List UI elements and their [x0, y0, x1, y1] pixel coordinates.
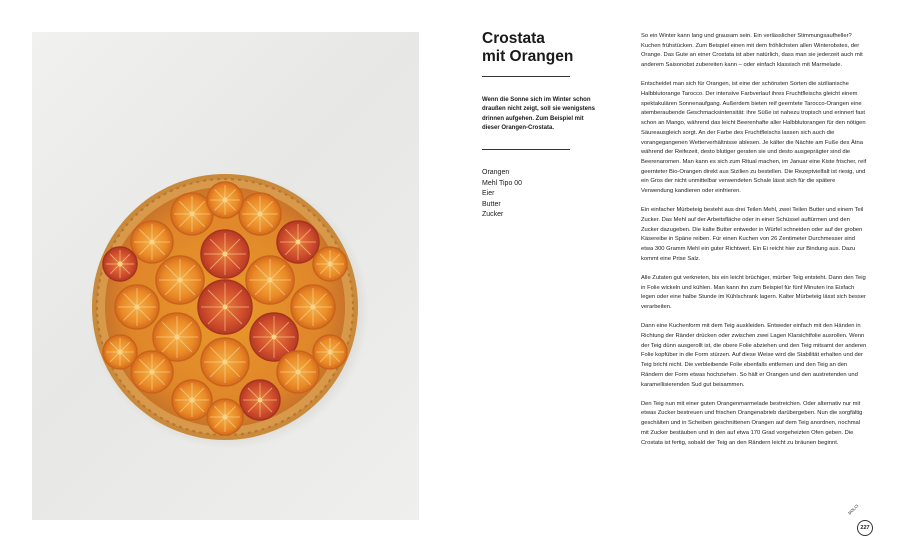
slice-center	[223, 252, 228, 257]
slice-center	[311, 305, 316, 310]
ingredient-item: Butter	[482, 200, 501, 208]
ingredient-item: Zucker	[482, 211, 504, 219]
intro-divider	[482, 149, 570, 150]
slice-center	[190, 398, 195, 403]
ingredient-item: Mehl Tipo 00	[482, 179, 523, 187]
title-line-1: Crostata	[482, 30, 545, 47]
slice-center	[223, 415, 228, 420]
slice-center	[223, 360, 228, 365]
body-paragraph: Alle Zutaten gut verkneten, bis ein leicht brüchiger, mürber Teig entsteht. Dann den Teig in Folie wickeln und kühlen. Man kann ihn zum Beispiel für fünf Minuten ins Eisfach legen oder eine halbe Stunde im Kühlschrank lagern. Kalter Mürbeteig lässt sich besser verarbeiten.	[641, 274, 866, 311]
slice-center	[328, 350, 333, 355]
recipe-body	[641, 32, 867, 458]
slice-center	[296, 370, 301, 375]
slice-center	[175, 335, 180, 340]
body-paragraph: Ein einfacher Mürbeteig besteht aus drei Teilen Mehl, zwei Teilen Butter und einem Teil Zucker. Das Mehl auf der Arbeitsfläche oder in einer Schüssel auftürmen und den Zucker dazugeben. Die kalte Butter entweder in Würfel schneiden oder auf der groben Käsereibe in Späne reiben. Für einen Kuchen von 26 Zentimeter Durchmesser sind etwa 300 Gramm Mehl ein guter Richtwert. Ein Ei reicht hier zur Bindung aus. Dazu kommt eine Prise Salz.	[641, 207, 864, 262]
crostata-illustration	[32, 32, 419, 520]
slice-center	[190, 212, 195, 217]
slice-center	[272, 335, 277, 340]
recipe-intro: Wenn die Sonne sich im Winter schon draußen nicht zeigt, soll sie wenigstens drinnen aufgehen. Zum Beispiel mit dieser Orangen-Crostata.	[482, 97, 596, 132]
slice-center	[150, 370, 155, 375]
body-paragraph: Dann eine Kuchenform mit dem Teig auskleiden. Entweder einfach mit den Händen in Richtung der Ränder drücken oder zwischen zwei Lagen Klarsichtfolie ausrollen. Wenn der Teig dünn ausgerollt ist, die obere Folie abziehen und den Teig mitsamt der anderen Folie kopfüber in die Form stürzen. Auf diese Weise wird die Stabilität erhalten und der Teig bricht nicht. Die verbleibende Folie ebenfalls entfernen und den Teig an den Rändern der Form etwas hochziehen. So hält er Orangen und den austretenden und karamellisierenden Sud gut beisammen.	[641, 323, 867, 388]
body-paragraph: So ein Winter kann lang und grausam sein. Ein verlässlicher Stimmungsaufheller? Kuchen frühstücken. Zum Beispiel einen mit dem fröhlichsten allen Winterobstes, der Orange. Das Gute an einer Crostata ist aber natürlich, dass man sie jederzeit auch mit anderem Saisonobst zubereiten kann – oder einfach klassisch mit Marmelade.	[641, 33, 863, 69]
slice-center	[135, 305, 140, 310]
ingredient-item: Eier	[482, 190, 495, 198]
ingredient-list	[482, 168, 582, 221]
page-number: 227	[857, 520, 873, 536]
recipe-title	[482, 30, 612, 66]
slice-center	[296, 240, 301, 245]
slice-center	[268, 278, 273, 283]
slice-center	[178, 278, 183, 283]
slice-center	[150, 240, 155, 245]
body-paragraph: Den Teig nun mit einer guten Orangenmarmelade bestreichen. Oder alternativ nur mit etwas Zucker bestreuen und frischen Orangenabrieb darübergeben. Nun die sorgfältig geschälten und in Scheiben geschnittenen Orangen auf dem Teig anordnen, nochmal mit Zucker bestäuben und in den auf etwa 170 Grad vorgeheizten Ofen geben. Die Crostata ist fertig, sobald der Teig an den Rändern leicht zu bräunen beginnt.	[641, 400, 863, 446]
title-divider	[482, 76, 570, 77]
slice-center	[223, 198, 228, 203]
slice-center	[118, 262, 123, 267]
slice-center	[258, 212, 263, 217]
slice-center	[223, 305, 228, 310]
section-label: DOLCI	[847, 503, 860, 516]
title-line-2: mit Orangen	[482, 48, 574, 65]
slice-center	[118, 350, 123, 355]
slice-center	[328, 262, 333, 267]
crostata-photo	[32, 32, 419, 520]
ingredient-item: Orangen	[482, 169, 510, 176]
body-paragraph: Entscheidet man sich für Orangen, ist eine der schönsten Sorten die sizilianische Halbblutorange Tarocco. Der intensive Farbverlauf ihres Fruchtfleischs gleicht einem spektakulären Sonnenaufgang. Außerdem bieten reif geerntete Tarocco-Orangen eine atemberaubende Geschmacksintensität: ihre Süße ist nahezu tropisch und erinnert fast schon an Mango, während das leicht Beerenhafte aller Halbblutorangen für den nötigen Säureausgleich sorgt. An der Farbe des Fruchtfleischs lassen sich auch die vorangegangenen Wetterverhältnisse ablesen. Je kälter die Nächte am Fuße des Ätna während der Reifezeit, desto blutiger geraten sie und desto ausgeprägter sind die Beerenaromen. Man kann es sich zum Ritual machen, im Januar eine Kiste frischer, reif geernteter Bio-Orangen direkt aus Sizilien zu bestellen. Die Rezeptvielfalt ist riesig, und ein Gros der nicht unmittelbar verwendeten Schale lässt sich für die spätere Verwendung kandieren oder einfrieren.	[641, 81, 867, 195]
slice-center	[258, 398, 263, 403]
